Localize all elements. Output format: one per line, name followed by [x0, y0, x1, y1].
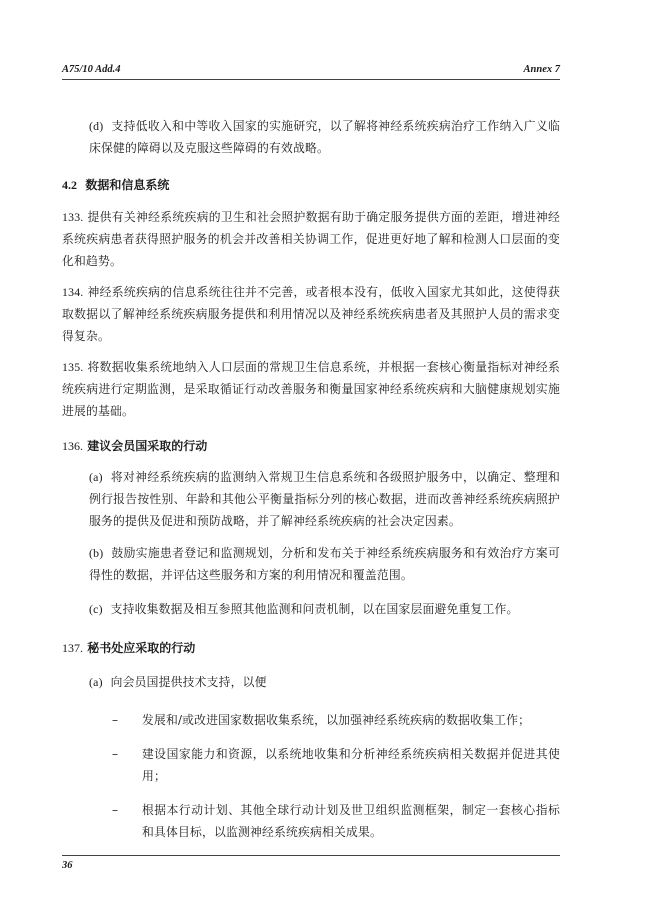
page-header — [62, 62, 560, 80]
paragraph-134: 134. 神经系统疾病的信息系统往往并不完善，或者根本没有，低收入国家尤其如此，这使得获取数据以了解神经系统疾病服务提供和利用情况以及神经系统疾病患者及其照护人员的需求变得复杂。 — [62, 285, 560, 343]
dash-bullet: – — [112, 713, 118, 727]
section-heading-4-2: 4.2 数据和信息系统 — [62, 178, 170, 192]
paragraph-137-a: (a) 向会员国提供技术支持，以便 — [89, 675, 267, 689]
annex-label: Annex 7 — [523, 64, 560, 75]
dash-bullet: – — [112, 803, 118, 817]
paragraph-136-c: (c) 支持收集数据及相互参照其他监测和问责机制，以在国家层面避免重复工作。 — [89, 602, 519, 616]
page-footer — [62, 855, 560, 871]
bullet-text: 根据本行动计划、其他全球行动计划及世卫组织监测框架，制定一套核心指标和具体目标，以监测神经系统疾病相关成果。 — [142, 803, 560, 839]
bullet-text: 发展和/或改进国家数据收集系统，以加强神经系统疾病的数据收集工作； — [142, 713, 531, 727]
bullet-text: 建设国家能力和资源，以系统地收集和分析神经系统疾病相关数据并促进其使用； — [142, 747, 560, 783]
dash-bullet: – — [112, 747, 118, 761]
paragraph-135: 135. 将数据收集系统地纳入人口层面的常规卫生信息系统，并根据一套核心衡量指标对神经系统疾病进行定期监测，是采取循证行动改善服务和衡量国家神经系统疾病和大脑健康规划实施进展的基础。 — [62, 360, 560, 418]
paragraph-136-heading: 136. 建议会员国采取的行动 — [62, 439, 208, 453]
document-symbol: A75/10 Add.4 — [62, 64, 121, 75]
page-number: 36 — [62, 860, 73, 871]
paragraph-d: (d) 支持低收入和中等收入国家的实施研究，以了解将神经系统疾病治疗工作纳入广义临床保健的障碍以及克服这些障碍的有效战略。 — [89, 119, 560, 155]
paragraph-137-heading: 137. 秘书处应采取的行动 — [62, 641, 196, 655]
paragraph-136-a: (a) 将对神经系统疾病的监测纳入常规卫生信息系统和各级照护服务中，以确定、整理和例行报告按性别、年龄和其他公平衡量指标分列的核心数据，进而改善神经系统疾病照护服务的提供及促进和预防战略，并了解神经系统疾病的社会决定因素。 — [89, 470, 561, 528]
paragraph-136-b: (b) 鼓励实施患者登记和监测规划，分析和发布关于神经系统疾病服务和有效治疗方案可得性的数据，并评估这些服务和方案的利用情况和覆盖范围。 — [89, 546, 560, 582]
paragraph-133: 133. 提供有关神经系统疾病的卫生和社会照护数据有助于确定服务提供方面的差距，增进神经系统疾病患者获得照护服务的机会并改善相关协调工作，促进更好地了解和检测人口层面的变化和趋势。 — [62, 210, 560, 268]
